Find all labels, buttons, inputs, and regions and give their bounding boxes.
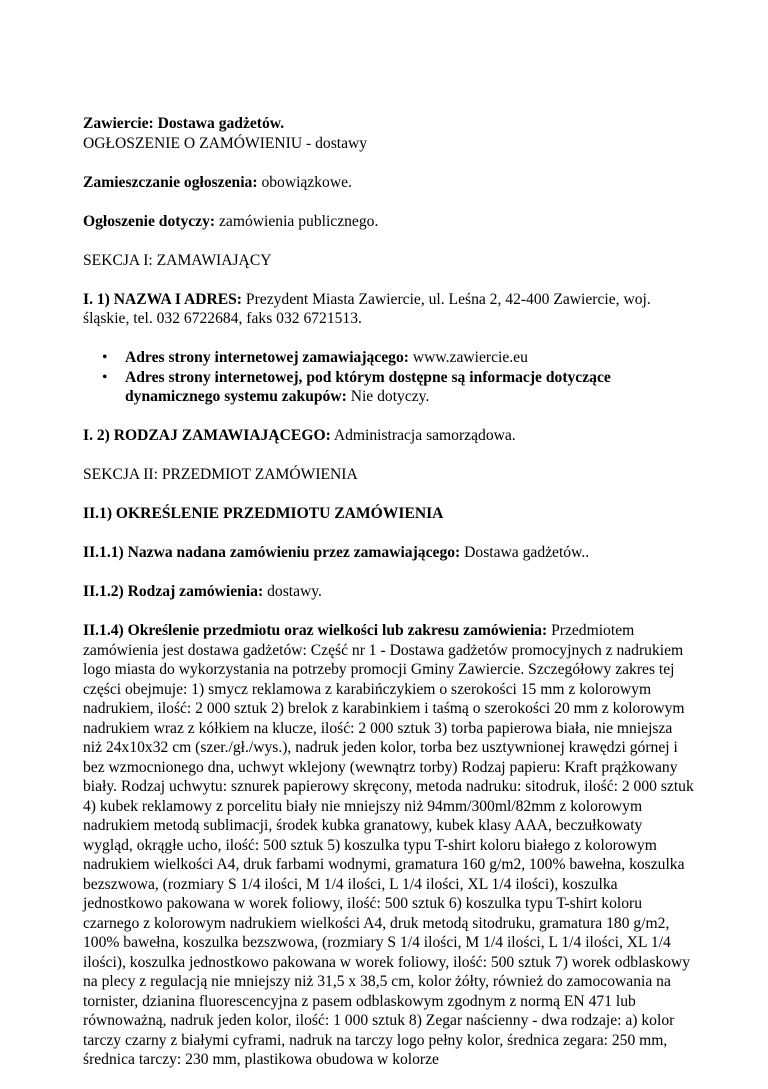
dynamic-system-value: Nie dotyczy. [350, 388, 430, 405]
section-1-heading: SEKCJA I: ZAMAWIAJĄCY [83, 251, 272, 269]
contracting-type-line [83, 426, 695, 446]
section-2-subheading [83, 504, 695, 524]
dynamic-system-label: Adres strony internetowej, pod którym dostępne są informacje dotyczące dynamicznego systemu zakupów: [125, 368, 611, 405]
contract-kind-line [83, 582, 695, 602]
contracting-type-value: Administracja samorządowa. [333, 427, 516, 444]
contract-name-line [83, 543, 695, 563]
contracting-type-label: I. 2) RODZAJ ZAMAWIAJĄCEGO: [83, 427, 331, 444]
subject-definition-heading: II.1) OKREŚLENIE PRZEDMIOTU ZAMÓWIENIA [83, 505, 444, 522]
document-subtitle: OGŁOSZENIE O ZAMÓWIENIU - dostawy [83, 134, 368, 152]
contract-kind-value: dostawy. [267, 583, 322, 600]
publication-value: obowiązkowe. [261, 173, 352, 191]
bullet-icon: • [102, 349, 108, 366]
document-page [83, 114, 695, 1089]
website-value: www.zawiercie.eu [412, 349, 528, 366]
name-address-line [83, 290, 695, 329]
list-item [102, 348, 695, 368]
contract-scope-label: II.1.4) Określenie przedmiotu oraz wielkości lub zakresu zamówienia: [83, 622, 548, 639]
publication-line [83, 173, 695, 193]
contract-name-label: II.1.1) Nazwa nadana zamówieniu przez zamawiającego: [83, 544, 461, 561]
concerns-label: Ogłoszenie dotyczy: [83, 212, 216, 230]
name-address-value: Prezydent Miasta Zawiercie, ul. Leśna 2, 42-400 Zawiercie, woj. śląskie, tel. 032 6722684, faks 032 6721513. [83, 290, 651, 327]
publication-label: Zamieszczanie ogłoszenia: [83, 173, 258, 191]
contract-scope-value: Przedmiotem zamówienia jest dostawa gadżetów: Część nr 1 - Dostawa gadżetów promocyjnych z nadrukiem logo miasta do wykorzystania na potrzeby promocji Gminy Zawiercie. Szczegółowy zakres tej części obejmuje: 1) smycz reklamowa z karabińczykiem o szerokości 15 mm z kolorowym nadrukiem, ilość: 2 000 sztuk 2) brelok z karabinkiem i taśmą o szerokości 20 mm z kolorowym nadrukiem wraz z kółkiem na klucze, ilość: 2 000 sztuk 3) torba papierowa biała, nie mniejsza niż 24x10x32 cm (szer./gł./wys.), nadruk jeden kolor, torba bez usztywnionej krawędzi górnej i bez wzmocnionego dna, uchwyt wklejony (wewnątrz torby) Rodzaj papieru: Kraft prążkowany biały. Rodzaj uchwytu: sznurek papierowy skręcony, metoda nadruku: sitodruk, ilość: 2 000 sztuk 4) kubek reklamowy z porcelitu biały nie mniejszy niż 94mm/300ml/82mm z kolorowym nadrukiem metodą sublimacji, środek kubka granatowy, kubek klasy AAA, beczułkowaty wygląd, okrągłe ucho, ilość: 500 sztuk 5) koszulka typu T-shirt koloru białego z kolorowym nadrukiem wielkości A4, druk farbami wodnymi, gramatura 160 g/m2, 100% bawełna, koszulka bezszwowa, (rozmiary S 1/4 ilości, M 1/4 ilości, L 1/4 ilości, XL 1/4 ilości), koszulka jednostkowo pakowana w worek foliowy, ilość: 500 sztuk 6) koszulka typu T-shirt koloru czarnego z kolorowym nadrukiem wielkości A4, druk metodą sitodruku, gramatura 180 g/m2, 100% bawełna, koszulka bezszwowa, (rozmiary S 1/4 ilości, M 1/4 ilości, L 1/4 ilości, XL 1/4 ilości), koszulka jednostkowo pakowana w worek foliowy, ilość: 500 sztuk 7) worek odblaskowy na plecy z regulacją nie mniejszy niż 31,5 x 38,5 cm, kolor żółty, również do zamocowania na tornister, dzianina fluorescencyjna z pasem odblaskowym zgodnym z normą EN 471 lub równoważną, nadruk jeden kolor, ilość: 1 000 sztuk 8) Zegar naścienny - dwa rodzaje: a) kolor tarczy czarny z białymi cyframi, nadruk na tarczy logo pełny kolor, średnica zegara: 250 mm, średnica tarczy: 230 mm, plastikowa obudowa w kolorze [83, 622, 694, 1068]
name-address-label: I. 1) NAZWA I ADRES: [83, 290, 242, 308]
concerns-value: zamówienia publicznego. [219, 212, 379, 230]
contact-bullet-list [83, 348, 695, 407]
contract-kind-label: II.1.2) Rodzaj zamówienia: [83, 583, 264, 600]
bullet-icon: • [102, 368, 108, 386]
list-item [102, 368, 695, 407]
website-label: Adres strony internetowej zamawiającego: [125, 349, 409, 366]
concerns-line [83, 212, 695, 232]
contract-name-value: Dostawa gadżetów.. [464, 544, 590, 561]
document-title: Zawiercie: Dostawa gadżetów. [83, 115, 285, 132]
document-header [83, 114, 695, 153]
section-2-heading: SEKCJA II: PRZEDMIOT ZAMÓWIENIA [83, 466, 358, 483]
contract-scope-paragraph [83, 621, 695, 1070]
